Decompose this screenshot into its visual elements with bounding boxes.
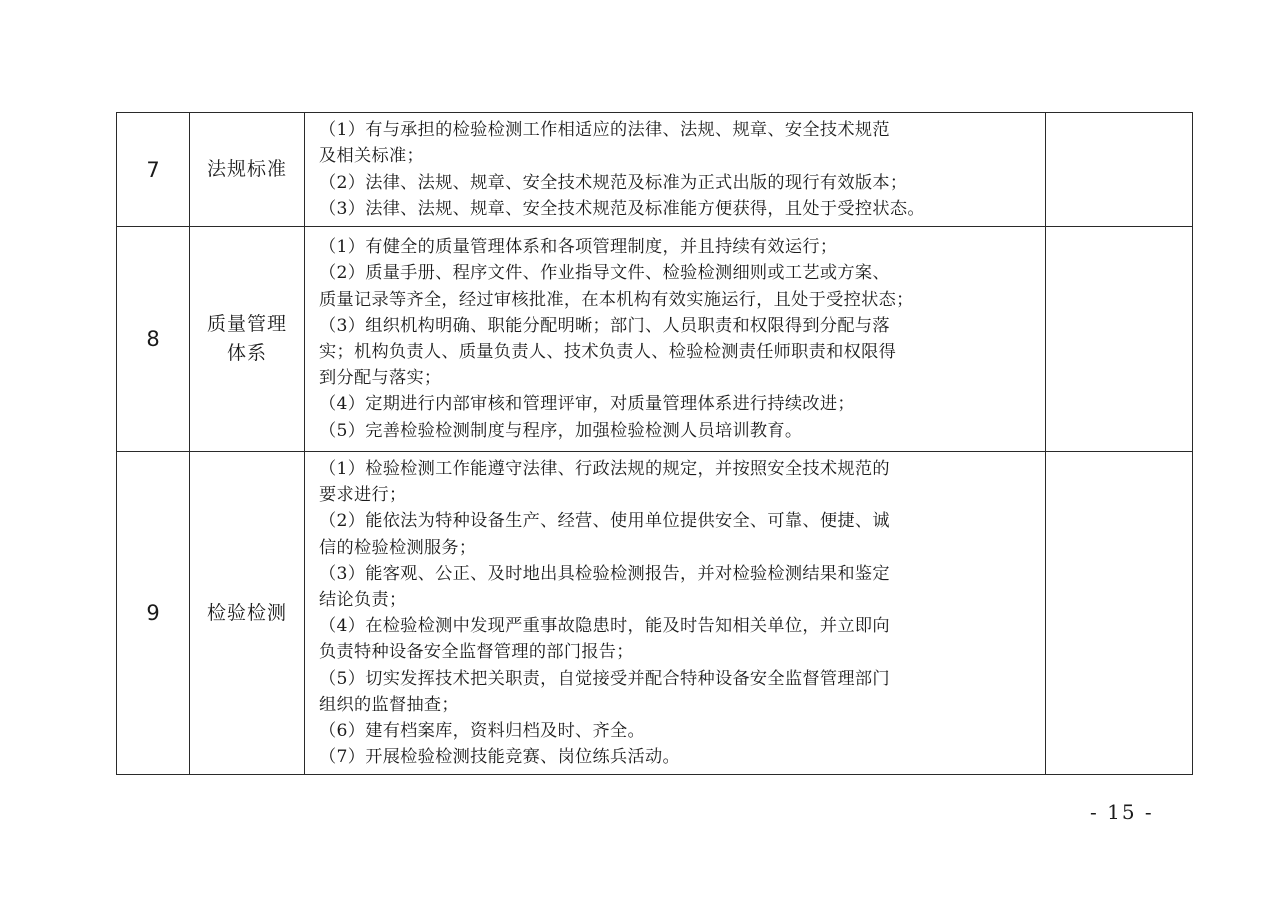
item-name-line: 体系 — [226, 342, 267, 364]
table-row — [117, 452, 1193, 775]
requirement-line: （2）法律、法规、规章、安全技术规范及标准为正式出版的现行有效版本； — [319, 172, 908, 193]
requirement-line: （1）有与承担的检验检测工作相适应的法律、法规、规章、安全技术规范 — [319, 120, 890, 141]
requirement-line: （4）在检验检测中发现严重事故隐患时，能及时告知相关单位，并立即向 — [319, 616, 890, 637]
row-number: 8 — [117, 227, 190, 452]
item-name — [190, 113, 305, 227]
requirement-line: （6）建有档案库，资料归档及时、齐全。 — [319, 721, 646, 742]
item-name — [190, 452, 305, 775]
requirement-line: （3）组织机构明确、职能分配明晰；部门、人员职责和权限得到分配与落 — [319, 315, 890, 336]
requirement-line: （7）开展检验检测技能竞赛、岗位练兵活动。 — [319, 747, 680, 768]
requirement-line: 及相关标准； — [319, 146, 424, 167]
requirement-line: 实；机构负责人、质量负责人、技术负责人、检验检测责任师职责和权限得 — [319, 342, 897, 362]
requirement-line: （2）能依法为特种设备生产、经营、使用单位提供安全、可靠、便捷、诚 — [319, 511, 890, 532]
requirements-table — [116, 112, 1193, 775]
table-row — [117, 227, 1193, 452]
requirement-text — [305, 227, 1046, 452]
item-name-line: 质量管理 — [206, 313, 287, 335]
item-name-line: 检验检测 — [206, 601, 287, 624]
requirement-line: 组织的监督抽查； — [319, 694, 459, 715]
requirement-line: （5）切实发挥技术把关职责，自觉接受并配合特种设备安全监督管理部门 — [319, 668, 890, 689]
requirement-line: 信的检验检测服务； — [319, 537, 477, 558]
page-number: - 15 - — [1090, 800, 1154, 824]
requirement-line: 要求进行； — [319, 485, 407, 506]
row-number: 9 — [117, 452, 190, 775]
requirement-line: （5）完善检验检测制度与程序，加强检验检测人员培训教育。 — [319, 420, 803, 441]
requirement-line: （1）检验检测工作能遵守法律、行政法规的规定，并按照安全技术规范的 — [319, 459, 890, 479]
requirement-line: （1）有健全的质量管理体系和各项管理制度，并且持续有效运行； — [319, 237, 838, 258]
remarks-cell — [1046, 227, 1193, 452]
requirement-line: 到分配与落实； — [319, 368, 442, 389]
requirement-line: 结论负责； — [319, 590, 407, 611]
requirement-line: （3）能客观、公正、及时地出具检验检测报告，并对检验检测结果和鉴定 — [319, 563, 890, 584]
requirement-line: 负责特种设备安全监督管理的部门报告； — [319, 642, 634, 663]
row-number: 7 — [117, 113, 190, 227]
requirement-line: （2）质量手册、程序文件、作业指导文件、检验检测细则或工艺或方案、 — [319, 263, 890, 284]
remarks-cell — [1046, 452, 1193, 775]
item-name-line: 法规标准 — [206, 158, 287, 180]
requirement-line: 质量记录等齐全，经过审核批准，在本机构有效实施运行，且处于受控状态； — [319, 289, 914, 310]
table-row — [117, 113, 1193, 227]
remarks-cell — [1046, 113, 1193, 227]
requirement-line: （4）定期进行内部审核和管理评审，对质量管理体系进行持续改进； — [319, 394, 855, 415]
item-name — [190, 227, 305, 452]
requirement-line: （3）法律、法规、规章、安全技术规范及标准能方便获得，且处于受控状态。 — [319, 198, 925, 219]
requirement-text — [305, 452, 1046, 775]
requirement-text — [305, 113, 1046, 227]
